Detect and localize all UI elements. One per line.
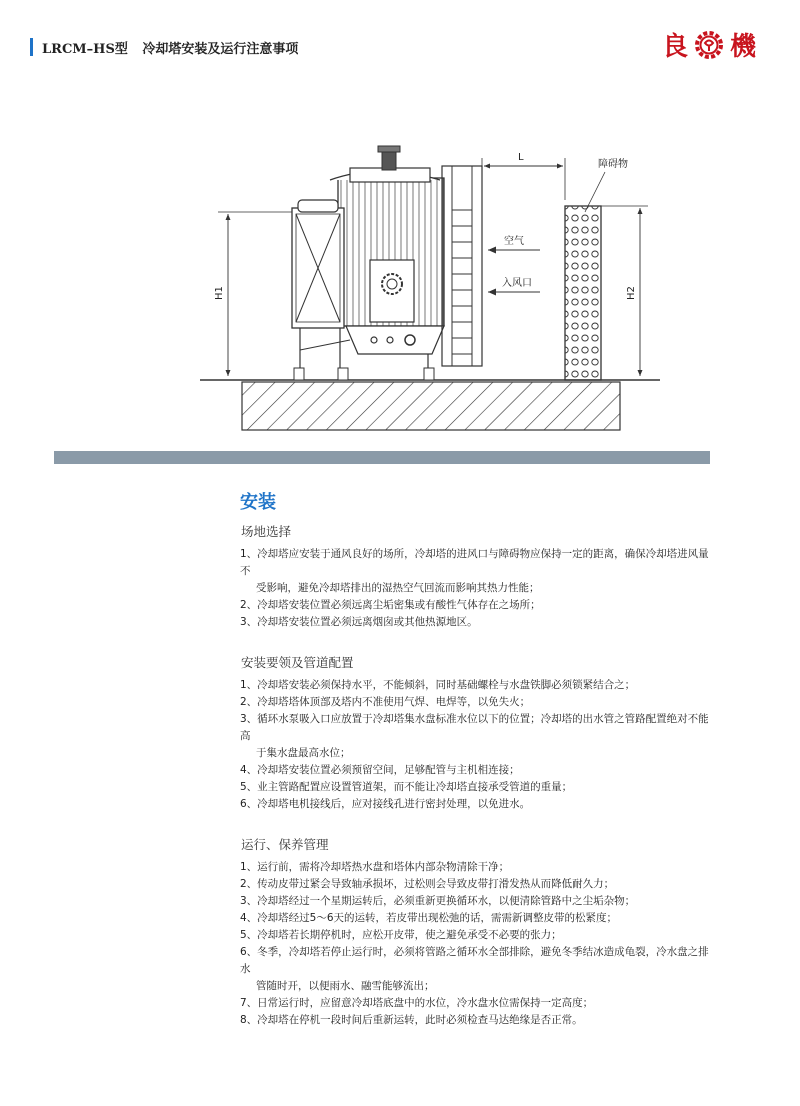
dimension-h1 <box>218 212 292 376</box>
operation-list <box>240 859 710 1029</box>
section-divider <box>54 451 710 464</box>
dimension-l <box>482 158 565 200</box>
list-item: 管随时开，以便雨水、融雪能够流出； <box>256 980 435 992</box>
instructions-content <box>240 488 710 1029</box>
section-title: 运行、保养管理 <box>241 837 329 852</box>
gear-logo-icon <box>694 30 724 60</box>
list-item: 6、冬季，冷却塔若停止运行时，必须将管路之循环水全部排除，避免冬季结冰造成龟裂，冷水盘之排水 <box>240 946 709 975</box>
list-item: 2、冷却塔塔体顶部及塔内不准使用气焊、电焊等，以免失火； <box>240 696 531 708</box>
installation-list <box>240 677 710 813</box>
label-obstacle: 障碍物 <box>598 159 628 170</box>
obstacle-wall <box>565 206 601 380</box>
brand-right-char: 機 <box>729 32 756 62</box>
list-item: 5、业主管路配置应设置管道架，而不能让冷却塔直接承受管道的重量； <box>240 781 573 793</box>
section-title: 场地选择 <box>241 524 292 539</box>
page-header <box>42 38 298 57</box>
main-title: 安装 <box>240 492 276 513</box>
label-l: L <box>518 152 524 163</box>
list-item: 3、冷却塔经过一个星期运转后，必须重新更换循环水，以便清除管路中之尘垢杂物； <box>240 895 636 907</box>
list-item: 1、运行前，需将冷却塔热水盘和塔体内部杂物清除干净； <box>240 861 510 873</box>
list-item: 4、冷却塔安装位置必须预留空间，足够配管与主机相连接； <box>240 764 520 776</box>
brand-logo <box>662 26 756 63</box>
site-selection-list <box>240 546 710 631</box>
list-item: 1、冷却塔应安装于通风良好的场所，冷却塔的进风口与障碍物应保持一定的距离，确保冷却塔进风量不 <box>240 548 709 577</box>
section-site-selection <box>240 522 710 631</box>
label-inlet: 入风口 <box>502 278 532 289</box>
section-title: 安装要领及管道配置 <box>241 655 354 670</box>
label-h2: H2 <box>626 286 637 300</box>
cooling-tower <box>292 146 482 380</box>
header-accent-bar <box>30 38 33 56</box>
model-name: LRCM–HS型 <box>42 42 128 57</box>
list-item: 2、冷却塔安装位置必须远离尘垢密集或有酸性气体存在之场所； <box>240 599 541 611</box>
list-item: 6、冷却塔电机接线后，应对接线孔进行密封处理，以免进水。 <box>240 798 531 810</box>
list-item: 2、传动皮带过紧会导致轴承损坏，过松则会导致皮带打滑发热从而降低耐久力； <box>240 878 615 890</box>
list-item: 于集水盘最高水位； <box>256 747 351 759</box>
list-item: 7、日常运行时，应留意冷却塔底盘中的水位，冷水盘水位需保持一定高度； <box>240 997 594 1009</box>
dimension-h2 <box>601 206 648 376</box>
page-title: 冷却塔安装及运行注意事项 <box>142 42 299 57</box>
label-air: 空气 <box>504 236 524 247</box>
list-item: 3、冷却塔安装位置必须远离烟囱或其他热源地区。 <box>240 616 478 628</box>
list-item: 1、冷却塔安装必须保持水平，不能倾斜，同时基础螺栓与水盘铁脚必须锁紧结合之； <box>240 679 636 691</box>
list-item: 8、冷却塔在停机一段时间后重新运转，此时必须检查马达绝缘是否正常。 <box>240 1014 583 1026</box>
ground-foundation <box>200 380 660 430</box>
list-item: 4、冷却塔经过5～6天的运转，若皮带出现松弛的话，需需新调整皮带的松紧度； <box>240 912 618 924</box>
label-h1: H1 <box>214 286 225 300</box>
section-operation <box>240 835 710 1029</box>
list-item: 5、冷却塔若长期停机时，应松开皮带，使之避免承受不必要的张力； <box>240 929 562 941</box>
brand-left-char: 良 <box>661 32 688 62</box>
list-item: 受影响，避免冷却塔排出的湿热空气回流而影响其热力性能； <box>256 582 540 594</box>
list-item: 3、循环水泵吸入口应放置于冷却塔集水盘标准水位以下的位置；冷却塔的出水管之管路配置绝对不能高 <box>240 713 709 742</box>
installation-diagram <box>200 140 660 440</box>
section-installation <box>240 653 710 813</box>
